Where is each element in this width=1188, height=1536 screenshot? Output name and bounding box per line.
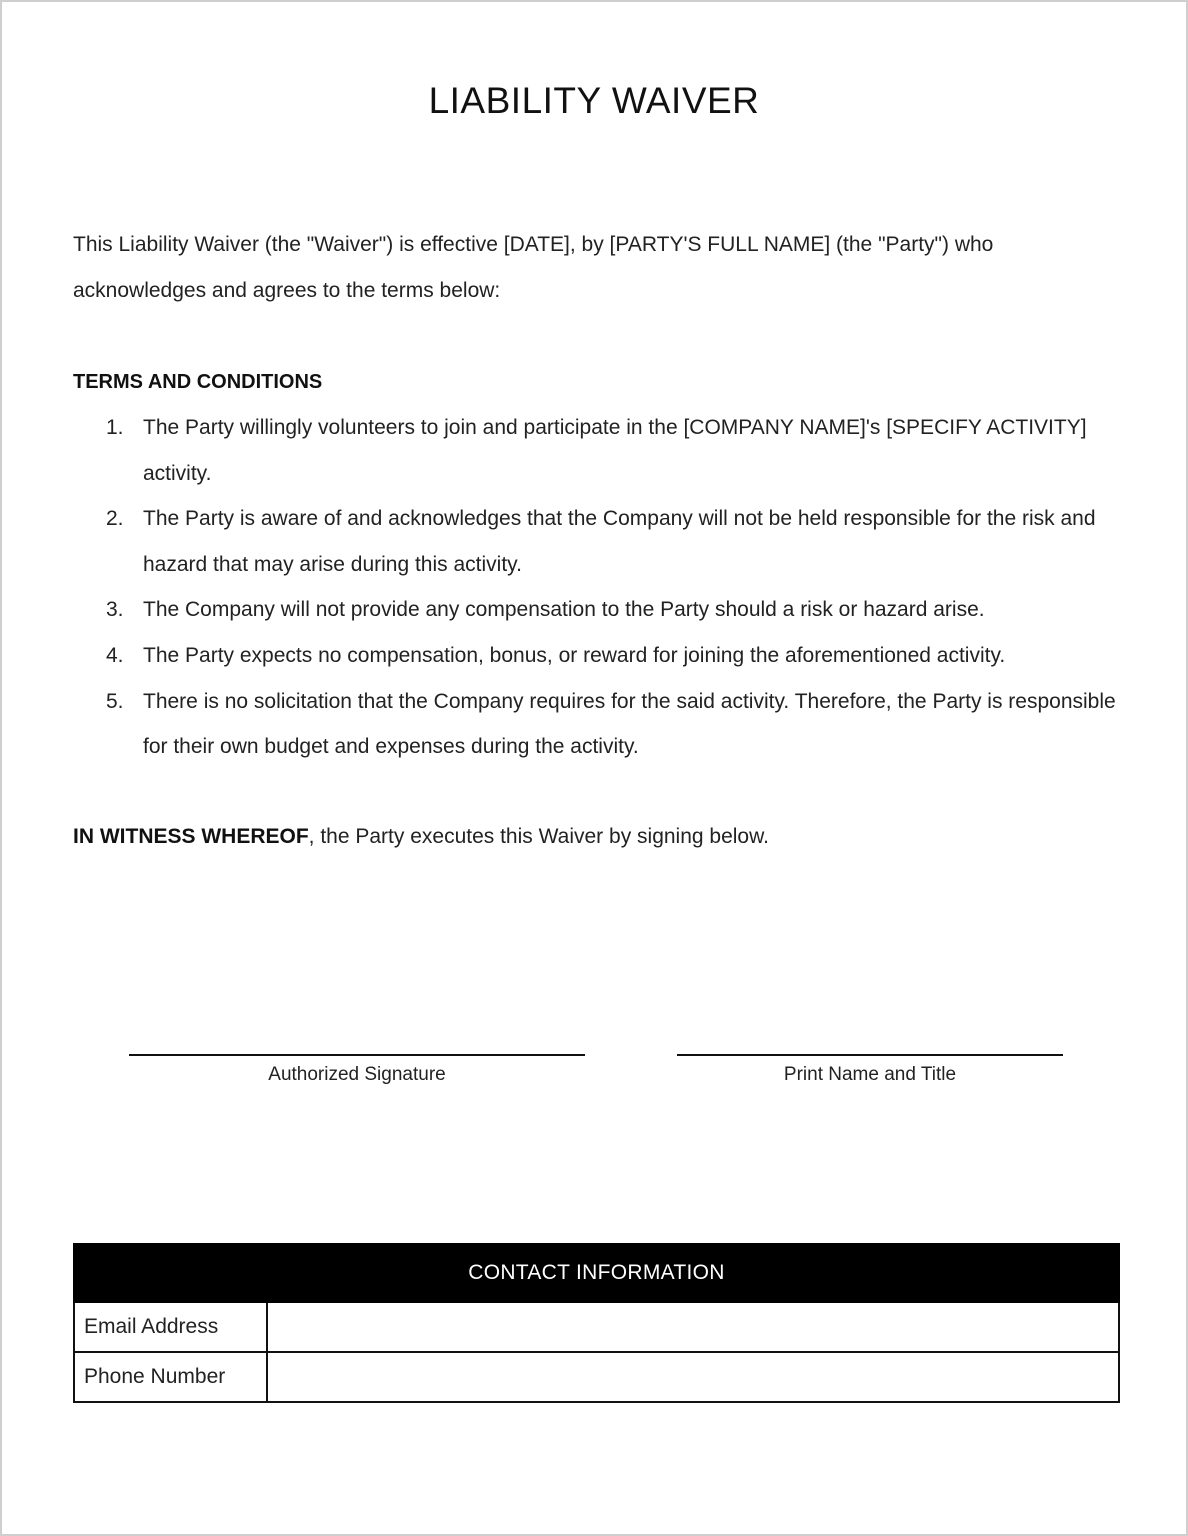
print-name-label: Print Name and Title — [783, 1064, 957, 1085]
contact-information-table — [73, 1243, 1120, 1403]
phone-field[interactable] — [267, 1352, 1119, 1402]
signature-block-print-name[interactable] — [677, 1054, 1063, 1086]
document-title: LIABILITY WAIVER — [428, 80, 760, 121]
email-label: Email Address — [74, 1302, 267, 1352]
contact-table-header: CONTACT INFORMATION — [74, 1244, 1119, 1302]
term-item — [106, 405, 1116, 496]
term-number: 2. — [106, 507, 124, 531]
phone-label: Phone Number — [74, 1352, 267, 1402]
signature-label: Authorized Signature — [268, 1064, 446, 1085]
intro-paragraph: This Liability Waiver (the "Waiver") is effective [DATE], by [PARTY'S FULL NAME] (the "Party") who acknowledges and agrees to the terms below: — [73, 233, 994, 302]
email-field[interactable] — [267, 1302, 1119, 1352]
term-number: 3. — [106, 598, 124, 622]
term-number: 4. — [106, 643, 124, 667]
table-row — [74, 1352, 1119, 1402]
term-number: 5. — [106, 689, 124, 713]
term-text: The Company will not provide any compensation to the Party should a risk or hazard arise. — [143, 598, 985, 622]
term-number: 1. — [106, 416, 124, 439]
signature-line[interactable] — [129, 1054, 585, 1056]
terms-list — [106, 405, 1116, 770]
term-text: The Party willingly volunteers to join and participate in the [COMPANY NAME]'s [SPECIFY ACTIVITY] activity. — [143, 416, 1087, 485]
term-item — [106, 679, 1116, 770]
terms-heading: TERMS AND CONDITIONS — [73, 371, 323, 393]
term-text: The Party expects no compensation, bonus, or reward for joining the aforementioned activity. — [143, 643, 1006, 667]
witness-statement — [73, 814, 1113, 860]
term-item — [106, 633, 1116, 679]
print-name-line[interactable] — [677, 1054, 1063, 1056]
term-text: There is no solicitation that the Company requires for the said activity. Therefore, the Party is responsible for their own budget and expenses during the activity. — [143, 689, 1116, 759]
witness-text: , the Party executes this Waiver by signing below. — [308, 825, 769, 848]
term-item — [106, 587, 1116, 633]
table-row — [74, 1302, 1119, 1352]
term-item — [106, 496, 1116, 587]
signature-block-authorized[interactable] — [129, 1054, 585, 1086]
witness-bold: IN WITNESS WHEREOF — [73, 825, 309, 848]
term-text: The Party is aware of and acknowledges that the Company will not be held responsible for the risk and hazard that may arise during this activity. — [143, 507, 1096, 576]
